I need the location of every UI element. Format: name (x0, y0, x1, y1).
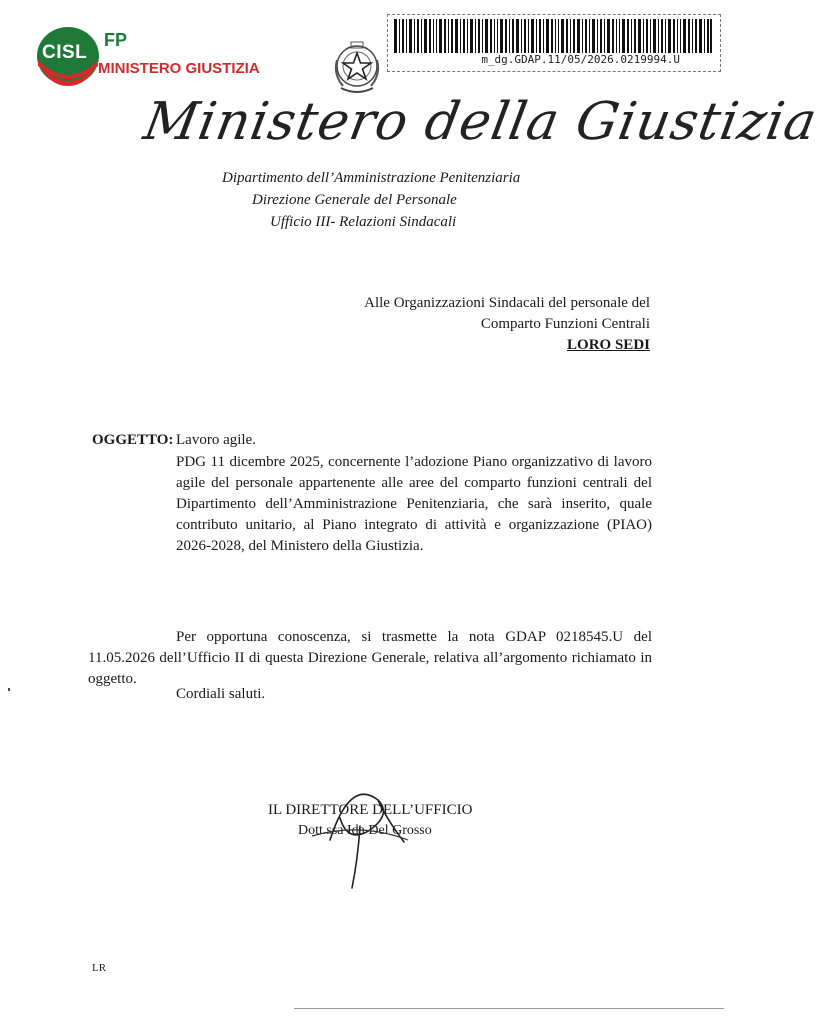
ministry-title: Ministero della Giustizia (139, 92, 822, 152)
cisl-wordmark: CISL (42, 42, 88, 63)
protocol-number: m_dg.GDAP.11/05/2026.0219994.U (481, 53, 680, 66)
fp-label: FP (104, 30, 128, 50)
subject-label: OGGETTO: (92, 432, 174, 448)
cisl-fp-logo (36, 26, 276, 86)
subject-value: Lavoro agile. (176, 432, 256, 448)
logo-ministero-label: MINISTERO GIUSTIZIA (98, 60, 260, 77)
recipient-line-2: Comparto Funzioni Centrali (480, 316, 650, 332)
recipient-line-1: Alle Organizzazioni Sindacali del personale del (364, 295, 650, 311)
signatory-role: IL DIRETTORE DELL’UFFICIO (268, 802, 473, 818)
signatory-name: Dott.ssa Ida Del Grosso (298, 823, 432, 838)
protocol-stamp (387, 14, 721, 72)
department-name: Dipartimento dell’Amministrazione Penitenziaria (222, 170, 521, 186)
scan-speck (8, 688, 10, 691)
direction-name: Direzione Generale del Personale (252, 192, 457, 208)
italian-republic-emblem-icon (331, 38, 383, 100)
subject-detail: PDG 11 dicembre 2025, concernente l’adozione Piano organizzativo di lavoro agile del personale appartenente alle aree del comparto funzioni centrali del Dipartimento dell’Amministrazione Penitenziaria, che sarà inserito, quale contributo unitario, al Piano integrato di attività e organizzazione (PIAO) 2026-2028, del Ministero della Giustizia. (176, 454, 652, 554)
closing-greeting: Cordiali saluti. (176, 686, 266, 702)
bottom-rule (294, 1008, 724, 1009)
office-name: Ufficio III- Relazioni Sindacali (270, 214, 457, 230)
barcode-icon (394, 19, 712, 53)
handwritten-signature-icon (300, 778, 440, 898)
body-paragraph: Per opportuna conoscenza, si trasmette la nota GDAP 0218545.U del 11.05.2026 dell’Ufficio II di questa Direzione Generale, relativa all’argomento richiamato in oggetto. (88, 629, 652, 687)
recipient-line-3: LORO SEDI (567, 337, 650, 353)
author-initials: LR (92, 962, 107, 974)
